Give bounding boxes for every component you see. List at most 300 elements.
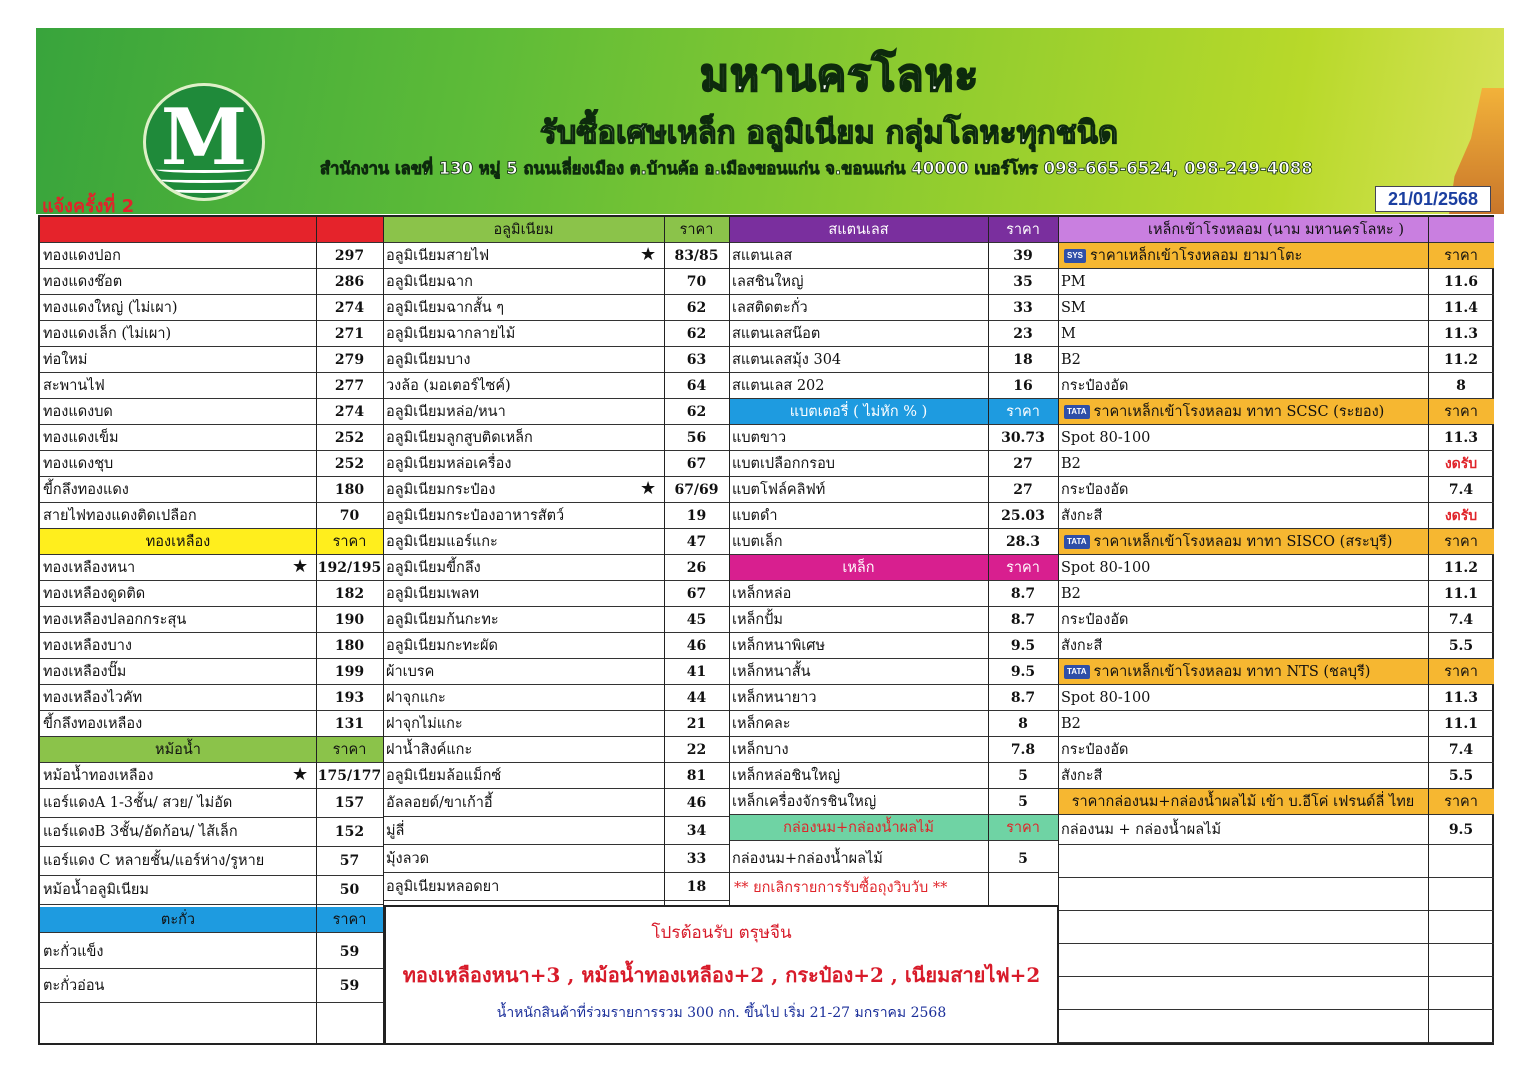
price-row: [383, 633, 729, 659]
item-price: 11.4: [1443, 300, 1479, 316]
item-name: สังกะสี: [1061, 638, 1103, 654]
price-label: ราคา: [1444, 794, 1478, 810]
price-row: [40, 503, 383, 529]
price-row: [383, 873, 729, 901]
section-title: ทองเหลือง: [145, 534, 211, 550]
item-name: หม้อน้ำทองเหลือง: [43, 768, 154, 784]
item-price: 8.7: [1010, 690, 1036, 706]
item-name: สแตนเลส: [732, 248, 793, 264]
price-divider: [1428, 217, 1429, 1043]
item-price: 67: [686, 586, 707, 602]
item-price: 5: [1018, 851, 1028, 867]
price-row: [40, 425, 383, 451]
price-row: [729, 659, 1059, 685]
promo-box: [384, 905, 1059, 1045]
price-row: [729, 373, 1059, 399]
star-icon: ★: [292, 556, 309, 577]
item-name: สแตนเลสน๊อต: [732, 326, 821, 342]
item-price: 64: [686, 378, 707, 394]
price-label: ราคา: [332, 912, 367, 928]
logo-wave: [156, 166, 252, 173]
price-row: [383, 737, 729, 763]
item-price: 9.5: [1010, 664, 1036, 680]
section-title: ราคากล่องนม+กล่องน้ำผลไม้ เข้า บ.อีโค่ เฟรนด์ลี่ ไทย: [1071, 794, 1415, 810]
brass-header: [40, 529, 383, 555]
item-name: เหล็กเครื่องจักรชินใหญ่: [732, 794, 877, 810]
item-price: 39: [1013, 248, 1033, 264]
item-name: อลูมิเนียมกะทะผัด: [386, 638, 498, 654]
item-price: 19: [686, 508, 707, 524]
price-label: ราคา: [1006, 222, 1040, 238]
section-title: TATA ราคาเหล็กเข้าโรงหลอม ทาทา NTS (ชลบุรี): [1058, 659, 1428, 685]
item-name: เหล็กหล่อ: [732, 586, 792, 602]
promo-offers: ทองเหลืองหนา+3 , หม้อน้ำทองเหลือง+2 , กระป๋อง+2 , เนียมสายไฟ+2: [402, 963, 1041, 987]
item-price: 277: [334, 378, 365, 394]
item-price: งดรับ: [1444, 508, 1478, 524]
price-row: [383, 503, 729, 529]
item-price: 59: [339, 978, 360, 994]
price-row: [40, 847, 383, 876]
item-price: 7.4: [1448, 482, 1474, 498]
price-row: [729, 789, 1059, 815]
item-name: กล่องนม+กล่องน้ำผลไม้: [732, 851, 883, 867]
price-row: [383, 373, 729, 399]
company-address: สำนักงาน เลขที่ 130 หมู่ 5 ถนนเลี่ยงเมือง ต.บ้านค้อ อ.เมืองขอนแก่น จ.ขอนแก่น 40000 เบอร์โทร 098-665-6524, 098-249-4088: [320, 159, 1313, 178]
item-price: 56: [686, 430, 707, 446]
price-row: [383, 425, 729, 451]
item-price: 152: [334, 824, 365, 840]
price-row: [729, 763, 1059, 789]
item-price: 7.4: [1448, 612, 1474, 628]
item-name: กล่องนม + กล่องน้ำผลไม้: [1061, 822, 1222, 838]
item-name: กระป๋องอัด: [1061, 612, 1129, 628]
item-name: อัลลอยด์/ขาเก้าอี้: [386, 795, 493, 811]
price-row: [383, 451, 729, 477]
price-label: ราคา: [332, 742, 367, 758]
item-name: อลูมิเนียมกระป๋องอาหารสัตว์: [386, 508, 565, 524]
item-name: ทองแดงช๊อต: [43, 274, 123, 290]
item-price: 192/195: [317, 560, 382, 576]
copper-header: [40, 217, 383, 243]
item-name: เหล็กหล่อชินใหญ่: [732, 768, 841, 784]
price-row: [383, 711, 729, 737]
item-name: ทองแดงเล็ก (ไม่เผา): [43, 326, 172, 342]
item-name: กระป๋องอัด: [1061, 482, 1129, 498]
item-price: 175/177: [317, 768, 382, 784]
item-price: 274: [334, 300, 365, 316]
price-row: [729, 347, 1059, 373]
price-row: [40, 935, 383, 969]
item-name: ทองเหลืองหนา: [43, 560, 136, 576]
price-row: [40, 373, 383, 399]
price-label: ราคา: [1006, 820, 1040, 836]
item-price: 16: [1013, 378, 1033, 394]
item-price: 252: [334, 430, 365, 446]
promo-terms: น้ำหนักสินค้าที่ร่วมรายการรวม 300 กก. ขึ้นไป เริ่ม 21-27 มกราคม 2568: [496, 1005, 947, 1021]
item-price: งดรับ: [1444, 456, 1478, 472]
price-row: [40, 347, 383, 373]
item-price: 83/85: [674, 248, 719, 264]
item-name: ทองเหลืองบาง: [43, 638, 132, 654]
price-row: [729, 529, 1059, 555]
item-name: อลูมิเนียมล้อแม็กซ์: [386, 768, 502, 784]
item-price: 11.3: [1443, 430, 1479, 446]
price-row: [729, 711, 1059, 737]
price-row: [383, 477, 729, 503]
star-icon: ★: [640, 244, 657, 265]
price-row: [729, 451, 1059, 477]
item-name: อลูมิเนียมแอร์แกะ: [386, 534, 498, 550]
aluminium-header: [383, 217, 729, 243]
item-price: 11.6: [1443, 274, 1479, 290]
item-name: B2: [1061, 716, 1081, 732]
item-name: ขี้กลึงทองเหลือง: [43, 716, 143, 732]
section-title: สแตนเลส: [828, 222, 889, 238]
price-row: [729, 581, 1059, 607]
empty-row: [40, 1012, 383, 1045]
company-title: มหานครโลหะ: [700, 50, 980, 101]
price-row: [40, 269, 383, 295]
item-price: 44: [686, 690, 707, 706]
item-name: ทองเหลืองไวคัท: [43, 690, 143, 706]
tata-logo-icon: TATA: [1064, 665, 1090, 679]
item-name: ทองแดงใหญ่ (ไม่เผา): [43, 300, 178, 316]
item-price: 11.1: [1443, 586, 1479, 602]
price-label: ราคา: [679, 222, 714, 238]
price-label: ราคา: [1444, 248, 1478, 264]
price-row: [383, 243, 729, 269]
company-logo: [146, 86, 262, 198]
item-name: อลูมิเนียมหล่อ/หนา: [386, 404, 506, 420]
item-name: อลูมิเนียมสายไฟ: [386, 248, 490, 264]
price-row: [40, 399, 383, 425]
date-box: 21/01/2568: [1375, 186, 1491, 212]
item-price: 62: [686, 300, 707, 316]
item-name: ทองแดงปอก: [43, 248, 121, 264]
item-price: 271: [334, 326, 365, 342]
item-name: เหล็กบาง: [732, 742, 789, 758]
item-price: 50: [339, 882, 360, 898]
item-price: 25.03: [1001, 508, 1045, 524]
item-price: 11.3: [1443, 690, 1479, 706]
item-price: 30.73: [1001, 430, 1045, 446]
item-price: 70: [686, 274, 707, 290]
tata-logo-icon: TATA: [1064, 535, 1090, 549]
item-name: เหล็กหนาสั้น: [732, 664, 811, 680]
price-row: [383, 269, 729, 295]
section-title: หม้อน้ำ: [155, 742, 201, 758]
item-name: อลูมิเนียมบาง: [386, 352, 471, 368]
promo-title: โปรต้อนรับ ตรุษจีน: [651, 923, 792, 943]
section-title: เหล็ก: [842, 560, 875, 576]
item-price: 45: [686, 612, 707, 628]
item-name: Spot 80-100: [1061, 430, 1151, 446]
item-price: 7.8: [1010, 742, 1036, 758]
item-price: 157: [334, 795, 365, 811]
price-label: ราคา: [1444, 664, 1478, 680]
price-row: [729, 269, 1059, 295]
price-row: [40, 477, 383, 503]
item-price: 27: [1013, 482, 1033, 498]
item-price: 252: [334, 456, 365, 472]
price-row: [383, 763, 729, 789]
item-name: อลูมิเนียมหล่อเครื่อง: [386, 456, 512, 472]
logo-wave: [156, 186, 252, 193]
price-row: [40, 607, 383, 633]
price-row: [383, 555, 729, 581]
item-price: 26: [686, 560, 707, 576]
item-name: M: [1061, 326, 1076, 342]
item-name: ท่อใหม่: [43, 352, 88, 368]
item-name: SM: [1061, 300, 1086, 316]
item-name: วงล้อ (มอเตอร์ไซค์): [386, 378, 511, 394]
item-price: 21: [686, 716, 707, 732]
item-name: ทองแดงบด: [43, 404, 113, 420]
item-price: 67/69: [674, 482, 719, 498]
price-row: [729, 321, 1059, 347]
price-row: [40, 633, 383, 659]
item-price: 35: [1013, 274, 1033, 290]
item-price: 5: [1018, 768, 1028, 784]
item-name: แอร์แดงA 1-3ชั้น/ สวย/ ไม่อัด: [43, 795, 233, 811]
section-title: อลูมิเนียม: [493, 222, 554, 238]
price-row: [383, 817, 729, 845]
item-name: เหล็กหนายาว: [732, 690, 817, 706]
item-price: 46: [686, 638, 707, 654]
item-price: 67: [686, 456, 707, 472]
item-price: 131: [334, 716, 365, 732]
price-row: [383, 581, 729, 607]
price-label: ราคา: [1006, 560, 1040, 576]
item-name: Spot 80-100: [1061, 690, 1151, 706]
item-name: เลสติดตะกั่ว: [732, 300, 808, 316]
item-name: ทองเหลืองปั๊ม: [43, 664, 127, 680]
item-price: 8: [1456, 378, 1466, 394]
item-name: ตะกั่วแข็ง: [43, 944, 104, 960]
item-name: ทองเหลืองดูดติด: [43, 586, 146, 602]
price-row: [383, 347, 729, 373]
item-price: 9.5: [1448, 822, 1474, 838]
item-name: อลูมิเนียมฉากลายไม้: [386, 326, 516, 342]
item-price: 62: [686, 326, 707, 342]
price-row: [40, 555, 383, 581]
item-price: 18: [1013, 352, 1033, 368]
company-subtitle: รับซื้อเศษเหล็ก อลูมิเนียม กลุ่มโลหะทุกชนิด: [540, 115, 1119, 151]
item-price: 33: [686, 851, 707, 867]
price-divider: [316, 217, 317, 1043]
price-row: [729, 845, 1059, 873]
price-row: [383, 399, 729, 425]
item-price: 8: [1018, 716, 1028, 732]
item-name: ทองเหลืองปลอกกระสุน: [43, 612, 187, 628]
item-name: สายไฟทองแดงติดเปลือก: [43, 508, 197, 524]
item-name: B2: [1061, 352, 1081, 368]
item-price: 5: [1018, 794, 1028, 810]
section-title: TATA ราคาเหล็กเข้าโรงหลอม ทาทา SISCO (สระบุรี): [1058, 529, 1428, 555]
item-name: B2: [1061, 456, 1081, 472]
price-row: [40, 321, 383, 347]
item-name: เหล็กคละ: [732, 716, 791, 732]
item-price: 81: [686, 768, 707, 784]
item-name: ฝาจุกแกะ: [386, 690, 446, 706]
price-row: [729, 633, 1059, 659]
item-name: แบตโฟล์คลิฟท์: [732, 482, 826, 498]
item-price: 9.5: [1010, 638, 1036, 654]
item-name: เหล็กหนาพิเศษ: [732, 638, 826, 654]
item-price: 57: [339, 853, 360, 869]
item-name: อลูมิเนียมเพลท: [386, 586, 480, 602]
item-price: 11.1: [1443, 716, 1479, 732]
item-name: สังกะสี: [1061, 508, 1103, 524]
price-board: [38, 215, 1494, 1045]
price-row: [383, 659, 729, 685]
star-icon: ★: [640, 478, 657, 499]
price-label: ราคา: [1444, 534, 1478, 550]
price-row: [40, 295, 383, 321]
item-name: สแตนเลสมุ้ง 304: [732, 352, 842, 368]
price-row: [40, 243, 383, 269]
item-price: 190: [334, 612, 365, 628]
item-name: ตะกั่วอ่อน: [43, 978, 105, 994]
item-name: ทองแดงเข็ม: [43, 430, 119, 446]
logo-wave: [156, 176, 252, 183]
item-price: 11.2: [1443, 560, 1479, 576]
item-name: แอร์แดง C หลายชั้น/แอร์ห่าง/รูหาย: [43, 853, 265, 869]
item-price: 8.7: [1010, 586, 1036, 602]
item-price: 279: [334, 352, 365, 368]
item-name: อลูมิเนียมก้นกะทะ: [386, 612, 499, 628]
item-name: อลูมิเนียมฉาก: [386, 274, 473, 290]
star-icon: ★: [292, 764, 309, 785]
item-name: แบตเล็ก: [732, 534, 783, 550]
section-title: เหล็กเข้าโรงหลอม (นาม มหานครโลหะ ): [1148, 222, 1404, 238]
section-title: กล่องนม+กล่องน้ำผลไม้: [783, 820, 934, 836]
tata-logo-icon: TATA: [1064, 405, 1090, 419]
item-name: อลูมิเนียมกระป๋อง: [386, 482, 496, 498]
price-row: [383, 789, 729, 817]
item-name: แบตดำ: [732, 508, 778, 524]
price-row: [40, 711, 383, 737]
item-name: แบตขาว: [732, 430, 787, 446]
price-row: [383, 321, 729, 347]
price-row: [729, 295, 1059, 321]
sys-logo-icon: SYS: [1064, 249, 1086, 263]
item-price: 18: [686, 879, 707, 895]
item-price: 182: [334, 586, 365, 602]
price-label: ราคา: [1006, 404, 1040, 420]
item-name: อลูมิเนียมลูกสูบติดเหล็ก: [386, 430, 533, 446]
item-name: PM: [1061, 274, 1086, 290]
item-name: อลูมิเนียมฉากสั้น ๆ: [386, 300, 505, 316]
price-row: [40, 685, 383, 711]
price-row: [383, 529, 729, 555]
item-price: 5.5: [1448, 768, 1474, 784]
item-price: 11.2: [1443, 352, 1479, 368]
stainless-header: [729, 217, 1059, 243]
price-row: [729, 477, 1059, 503]
item-price: 28.3: [1005, 534, 1041, 550]
item-name: ฝาน้ำสิงค์แกะ: [386, 742, 473, 758]
item-name: สะพานไฟ: [43, 378, 105, 394]
item-name: มุ้งลวด: [386, 851, 430, 867]
item-name: B2: [1061, 586, 1081, 602]
item-name: ทองแดงชุบ: [43, 456, 114, 472]
price-row: [383, 295, 729, 321]
item-price: 199: [334, 664, 365, 680]
item-price: 34: [686, 823, 707, 839]
price-label: ราคา: [1444, 404, 1478, 420]
item-price: 180: [334, 638, 365, 654]
battery-header: [729, 399, 1059, 425]
price-row: [40, 581, 383, 607]
item-price: 46: [686, 795, 707, 811]
price-row: [40, 876, 383, 905]
item-name: หม้อน้ำอลูมิเนียม: [43, 882, 149, 898]
price-row: [40, 818, 383, 847]
price-row: [383, 685, 729, 711]
item-name: เลสชินใหญ่: [732, 274, 804, 290]
item-name: มู่ลี่: [386, 823, 405, 839]
item-price: 47: [686, 534, 707, 550]
item-name: กระป๋องอัด: [1061, 742, 1129, 758]
item-price: 63: [686, 352, 707, 368]
price-row: [40, 451, 383, 477]
item-price: 62: [686, 404, 707, 420]
item-name: อลูมิเนียมหลอดยา: [386, 879, 500, 895]
item-price: 70: [339, 508, 360, 524]
section-title: ตะกั่ว: [160, 912, 196, 928]
cancel-note: ** ยกเลิกรายการรับซื้อถุงวิบวับ **: [734, 880, 948, 896]
price-row: [40, 789, 383, 818]
item-price: 8.7: [1010, 612, 1036, 628]
item-price: 59: [339, 944, 360, 960]
price-row: [729, 607, 1059, 633]
section-title: SYS ราคาเหล็กเข้าโรงหลอม ยามาโตะ: [1058, 243, 1428, 269]
notice-label: แจ้งครั้งที่ 2: [42, 196, 135, 217]
item-name: สังกะสี: [1061, 768, 1103, 784]
item-name: ผ้าเบรค: [386, 664, 435, 680]
item-price: 180: [334, 482, 365, 498]
item-name: แบตเปลือกกรอบ: [732, 456, 835, 472]
carton-header: [729, 815, 1059, 841]
item-name: เหล็กปั้ม: [732, 612, 783, 628]
price-row: [729, 425, 1059, 451]
item-price: 33: [1013, 300, 1033, 316]
item-price: 286: [334, 274, 365, 290]
price-row: [40, 659, 383, 685]
item-price: 41: [686, 664, 707, 680]
price-row: [729, 503, 1059, 529]
price-row: [729, 685, 1059, 711]
logo-letter: M: [160, 92, 248, 183]
section-title: แบตเตอรี่ ( ไม่หัก % ): [789, 404, 928, 420]
price-row: [729, 737, 1059, 763]
item-price: 5.5: [1448, 638, 1474, 654]
section-title: TATA ราคาเหล็กเข้าโรงหลอม ทาทา SCSC (ระยอง): [1058, 399, 1428, 425]
item-price: 11.3: [1443, 326, 1479, 342]
item-name: กระป๋องอัด: [1061, 378, 1129, 394]
item-price: 274: [334, 404, 365, 420]
item-price: 297: [334, 248, 365, 264]
item-price: 7.4: [1448, 742, 1474, 758]
price-row: [383, 607, 729, 633]
item-price: 193: [334, 690, 365, 706]
item-name: ขี้กลึงทองแดง: [43, 482, 129, 498]
item-price: 27: [1013, 456, 1033, 472]
radiator-header: [40, 737, 383, 763]
price-row: [729, 243, 1059, 269]
price-label: ราคา: [332, 534, 367, 550]
